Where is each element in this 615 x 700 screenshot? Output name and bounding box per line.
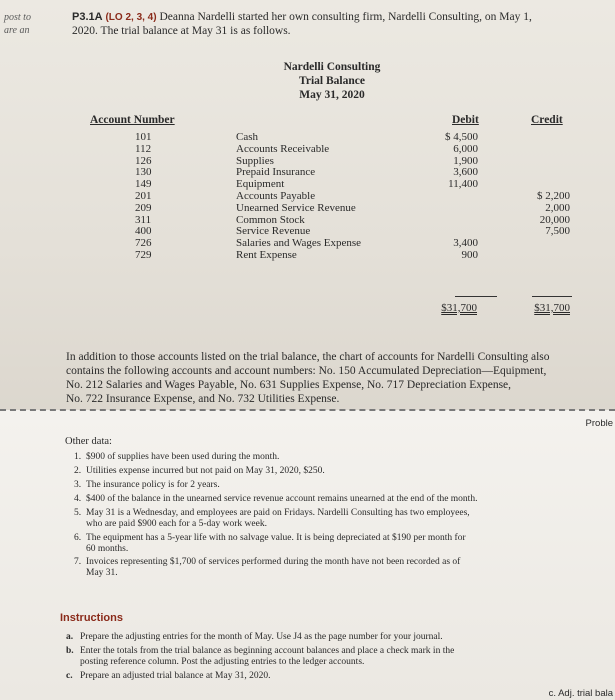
account-name: Accounts Receivable	[236, 142, 330, 155]
debit-header: Debit	[452, 114, 479, 126]
debit-amount: 6,000	[453, 142, 478, 155]
other-data-text: 60 months.	[86, 544, 129, 554]
side-answer-label: c. Adj. trial bala	[548, 688, 613, 699]
other-data-number: 1.	[74, 452, 82, 462]
credit-total: $31,700	[534, 302, 570, 314]
account-number: 149	[135, 178, 152, 191]
margin-note: are an	[4, 25, 30, 36]
account-name: Prepaid Insurance	[236, 166, 316, 179]
debit-amount: 900	[461, 249, 478, 261]
account-number: 126	[135, 154, 152, 167]
account-number-header: Account Number	[90, 114, 175, 126]
problem-label: P3.1A	[72, 11, 103, 23]
account-number: 726	[135, 237, 152, 250]
chart-of-accounts-paragraph	[66, 350, 550, 406]
credit-amount: 20,000	[539, 213, 570, 226]
problem-tab-label: Proble	[585, 418, 613, 429]
account-number: 209	[135, 201, 152, 214]
account-name: Accounts Payable	[236, 190, 316, 202]
debit-total: $31,700	[441, 302, 477, 314]
debit-amount: 1,900	[453, 154, 478, 167]
credit-amount: 7,500	[545, 225, 570, 238]
credit-amount: 2,000	[545, 201, 570, 214]
account-name: Salaries and Wages Expense	[236, 237, 362, 250]
paragraph-line: No. 212 Salaries and Wages Payable, No. 631 Supplies Expense, No. 717 Depreciation Expense,	[66, 379, 512, 391]
statement-name: Trial Balance	[299, 75, 365, 87]
debit-amount: 11,400	[448, 178, 478, 191]
problem-text-line2: 2020. The trial balance at May 31 is as follows.	[72, 25, 291, 37]
instruction-text: posting reference column. Post the adjusting entries to the ledger accounts.	[80, 657, 365, 667]
other-data-number: 3.	[74, 480, 82, 490]
problem-text-line1: Deanna Nardelli started her own consulting firm, Nardelli Consulting, on May 1,	[159, 11, 532, 23]
account-number: 130	[135, 166, 152, 179]
account-number: 729	[135, 249, 152, 261]
credit-total-rule	[532, 296, 572, 297]
other-data-text: $900 of supplies have been used during the month.	[86, 452, 280, 462]
account-name: Rent Expense	[236, 249, 297, 261]
other-data-text: May 31.	[86, 568, 118, 578]
instruction-letter: b.	[66, 646, 74, 656]
other-data-text: $400 of the balance in the unearned service revenue account remains unearned at the end of the month.	[86, 494, 478, 504]
other-data-number: 4.	[74, 494, 82, 504]
instruction-letter: a.	[66, 632, 74, 642]
debit-amount: $ 4,500	[445, 131, 478, 143]
page-divider	[0, 409, 615, 411]
statement-date: May 31, 2020	[299, 89, 365, 101]
account-number: 112	[135, 142, 152, 155]
debit-amount: 3,400	[453, 237, 478, 250]
other-data-text: Utilities expense incurred but not paid on May 31, 2020, $250.	[86, 466, 325, 476]
account-row	[0, 249, 615, 262]
other-data-number: 5.	[74, 508, 82, 518]
other-data-number: 6.	[74, 533, 82, 543]
problem-heading	[72, 10, 532, 25]
problem-learning-objectives: (LO 2, 3, 4)	[105, 12, 157, 23]
credit-header: Credit	[531, 114, 563, 126]
instruction-text: Prepare an adjusted trial balance at May 31, 2020.	[80, 671, 271, 681]
debit-amount: 3,600	[453, 166, 478, 179]
paragraph-line: contains the following accounts and account numbers: No. 150 Accumulated Depreciation—Equipment,	[66, 365, 547, 377]
account-number: 101	[135, 131, 152, 143]
debit-total-rule	[455, 296, 497, 297]
margin-note: post to	[4, 12, 31, 23]
instruction-text: Enter the totals from the trial balance as beginning account balances and place a check mark in the	[80, 646, 455, 656]
account-number: 400	[135, 225, 152, 238]
other-data-text: The equipment has a 5-year life with no salvage value. It is being depreciated at $190 per month for	[86, 533, 466, 543]
account-name: Unearned Service Revenue	[236, 201, 356, 214]
other-data-text: Invoices representing $1,700 of services performed during the month have not been recorded as of	[86, 557, 461, 567]
account-name: Equipment	[236, 178, 285, 191]
instructions-title: Instructions	[60, 612, 123, 624]
credit-amount: $ 2,200	[537, 190, 570, 202]
account-name: Cash	[236, 131, 258, 143]
other-data-text: The insurance policy is for 2 years.	[86, 480, 220, 490]
instruction-letter: c.	[66, 671, 73, 681]
other-data-title: Other data:	[65, 436, 112, 447]
account-name: Service Revenue	[236, 225, 311, 238]
account-name: Supplies	[236, 154, 274, 167]
other-data-text: who are paid $900 each for a 5-day work week.	[86, 519, 267, 529]
instruction-text: Prepare the adjusting entries for the month of May. Use J4 as the page number for your journal.	[80, 632, 443, 642]
paragraph-line: In addition to those accounts listed on the trial balance, the chart of accounts for Nardelli Consulting also	[66, 351, 550, 363]
account-number: 201	[135, 190, 152, 202]
account-number: 311	[135, 213, 152, 226]
other-data-number: 7.	[74, 557, 82, 567]
other-data-number: 2.	[74, 466, 82, 476]
company-name: Nardelli Consulting	[283, 61, 381, 73]
other-data-text: May 31 is a Wednesday, and employees are paid on Fridays. Nardelli Consulting has two employees,	[86, 508, 470, 518]
account-name: Common Stock	[236, 213, 305, 226]
paragraph-line: No. 722 Insurance Expense, and No. 732 Utilities Expense.	[66, 393, 340, 405]
